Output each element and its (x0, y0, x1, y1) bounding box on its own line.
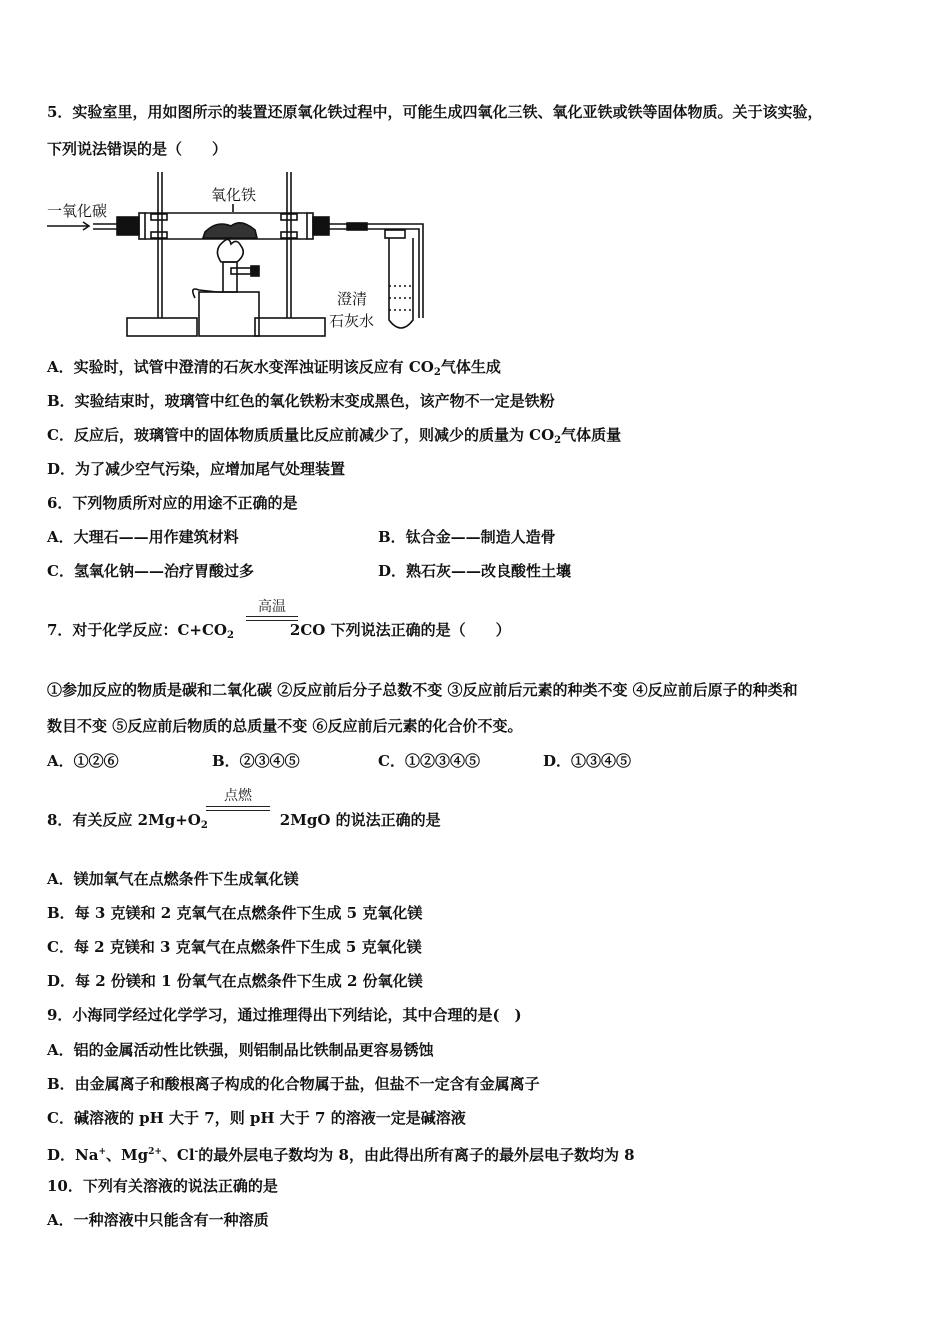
q7-condition: 高温 (258, 599, 286, 615)
label-limewater-2: 石灰水 (329, 312, 375, 330)
q5-option-b: B．实验结束时，玻璃管中红色的氧化铁粉末变成黑色，该产物不一定是铁粉 (47, 392, 555, 410)
q9-option-c: C．碱溶液的 pH 大于 7，则 pH 大于 7 的溶液一定是碱溶液 (47, 1109, 466, 1127)
q9-stem: 9．小海同学经过化学学习，通过推理得出下列结论，其中合理的是( ) (47, 1006, 522, 1024)
q6-option-c: C．氢氧化钠——治疗胃酸过多 (47, 562, 254, 580)
q8-option-b: B．每 3 克镁和 2 克氧气在点燃条件下生成 5 克氧化镁 (47, 904, 423, 922)
q8-option-c: C．每 2 克镁和 3 克氧气在点燃条件下生成 5 克氧化镁 (47, 938, 422, 956)
q9-option-a: A．铝的金属活动性比铁强，则铝制品比铁制品更容易锈蚀 (47, 1041, 434, 1059)
q7-option-b: B．②③④⑤ (212, 752, 300, 770)
q6-stem: 6．下列物质所对应的用途不正确的是 (47, 494, 298, 512)
label-fe2o3: 氧化铁 (211, 186, 257, 204)
q9-option-b: B．由金属离子和酸根离子构成的化合物属于盐，但盐不一定含有金属离子 (47, 1075, 540, 1093)
q6-option-d: D．熟石灰——改良酸性土壤 (378, 562, 572, 580)
q7-option-a: A．①②⑥ (47, 752, 119, 770)
q7-statements-line1: ①参加反应的物质是碳和二氧化碳 ②反应前后分子总数不变 ③反应前后元素的种类不变 ④反应前后原子的种类和 (47, 681, 798, 699)
q8-equal-bar-1 (206, 806, 270, 807)
q5-stem-line2: 下列说法错误的是（ ） (47, 140, 228, 158)
q5-option-d: D．为了减少空气污染，应增加尾气处理装置 (47, 460, 346, 478)
q7-option-c: C．①②③④⑤ (378, 752, 480, 770)
q7-statements-line2: 数目不变 ⑤反应前后物质的总质量不变 ⑥反应前后元素的化合价不变。 (47, 717, 523, 735)
q8-condition: 点燃 (224, 788, 252, 804)
q8-option-d: D．每 2 份镁和 1 份氧气在点燃条件下生成 2 份氧化镁 (47, 972, 423, 990)
q7-option-d: D．①③④⑤ (543, 752, 632, 770)
q6-option-b: B．钛合金——制造人造骨 (378, 528, 556, 546)
q8-stem: 8．有关反应 $2Mg+O_2$ 2MgO 的说法正确的是 (47, 811, 441, 831)
q8-equal-bar-2 (206, 810, 270, 811)
q7-stem: 7．对于化学反应：$C+CO_2$ 2CO 下列说法正确的是（ ） (47, 621, 511, 641)
q10-stem: 10．下列有关溶液的说法正确的是 (47, 1177, 278, 1195)
q9-option-d: D．Na+、$Mg^{2+}$、Cl-的最外层电子数均为 8，由此得出所有离子的最外层电子数均为 8 (47, 1146, 635, 1164)
q8-option-a: A．镁加氧气在点燃条件下生成氧化镁 (47, 870, 299, 888)
apparatus-diagram (45, 168, 445, 340)
q6-option-a: A．大理石——用作建筑材料 (47, 528, 239, 546)
label-co: 一氧化碳 (47, 202, 108, 220)
label-limewater-1: 澄清 (337, 290, 368, 308)
q10-option-a: A．一种溶液中只能含有一种溶质 (47, 1211, 269, 1229)
q5-option-a: A．实验时，试管中澄清的石灰水变浑浊证明该反应有 $CO_2$气体生成 (47, 358, 501, 378)
q7-equal-bar-2 (246, 620, 298, 621)
q7-equal-bar-1 (246, 616, 298, 617)
q5-option-c: C．反应后，玻璃管中的固体物质质量比反应前减少了，则减少的质量为 $CO_2$气体质量 (47, 426, 622, 446)
q5-stem-line1: 5．实验室里，用如图所示的装置还原氧化铁过程中，可能生成四氧化三铁、氧化亚铁或铁等固体物质。关于该实验， (47, 103, 823, 121)
